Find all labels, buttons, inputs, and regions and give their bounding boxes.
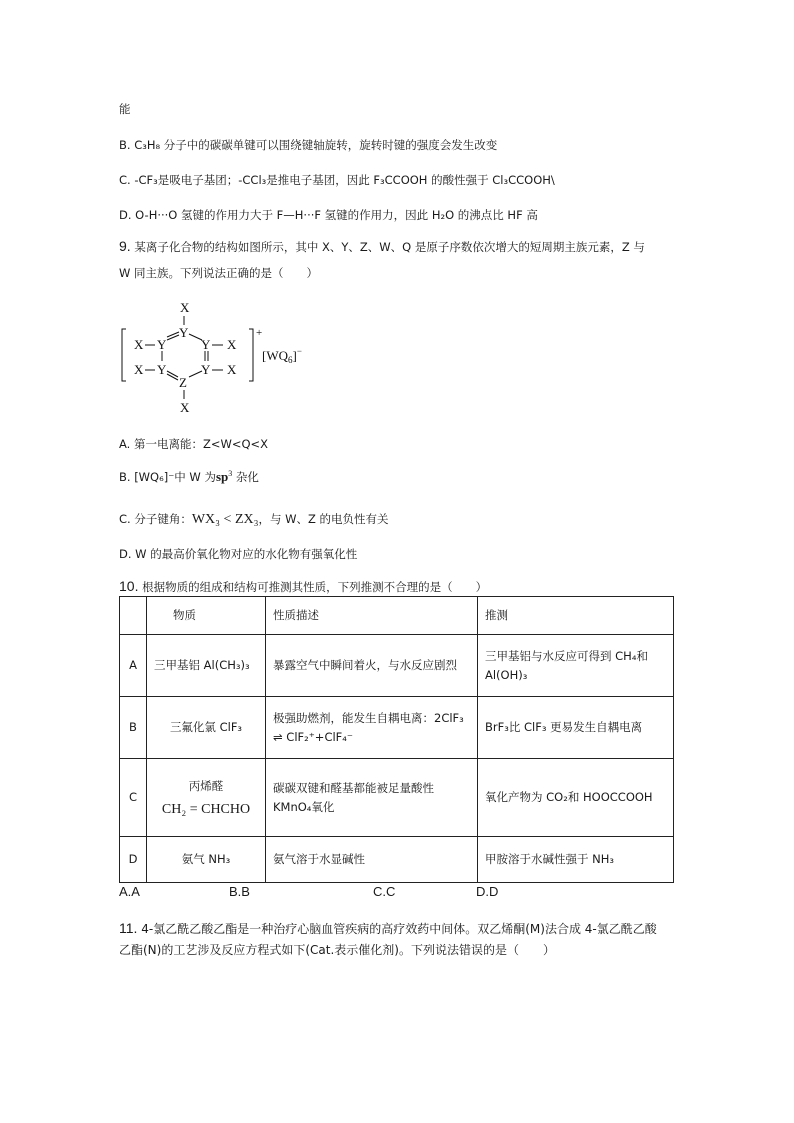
question-9-option-d: D. W 的最高价氧化物对应的水化物有强氧化性 <box>119 547 358 561</box>
atom-y-left1: Y <box>157 337 167 352</box>
question-9-option-c: C. 分子键角：WX₃ < ZX₃，与 W、Z 的电负性有关 <box>119 512 389 527</box>
left-bracket <box>122 329 126 381</box>
ionic-structure-diagram <box>118 296 318 418</box>
row-label: C <box>120 759 147 837</box>
substance-cell: 丙烯醛 CH₂ = CHCHO <box>147 759 266 837</box>
answer-option-b[interactable]: B.B <box>229 884 250 899</box>
property-cell: 碳碳双键和醛基都能被足量酸性 KMnO₄氧化 <box>266 759 478 837</box>
question-11-stem-line1: 11. 4-氯乙酰乙酸乙酯是一种治疗心脑血管疾病的高疗效药中间体。双乙烯酮(M)法合成 4-氯乙酰乙酸 <box>119 920 657 936</box>
answer-option-d[interactable]: D.D <box>476 884 499 899</box>
question-11-stem-line2: 乙酯(N)的工艺涉及反应方程式如下(Cat.表示催化剂)。下列说法错误的是（ ） <box>119 943 555 957</box>
row-label: A <box>120 635 147 697</box>
table-header <box>120 597 147 635</box>
atom-y-right2: Y <box>201 362 211 377</box>
table-row <box>120 635 674 697</box>
question-9-option-b: B. [WQ₆]⁻中 W 为$sp^3$ 杂化 <box>119 469 259 484</box>
atom-y-left2: Y <box>157 362 167 377</box>
answer-option-a[interactable]: A.A <box>119 884 140 899</box>
atom-x-left2: X <box>134 362 144 377</box>
inference-cell: 三甲基铝与水反应可得到 CH₄和 Al(OH)₃ <box>478 635 674 697</box>
table-header: 推测 <box>478 597 674 635</box>
question-number: 9. <box>119 238 131 254</box>
question-9-stem-line2: W 同主族。下列说法正确的是（ ） <box>119 266 319 280</box>
right-bracket <box>249 329 253 381</box>
atom-y-top: Y <box>179 325 189 340</box>
table-header: 物质 <box>147 597 266 635</box>
table-row <box>120 837 674 883</box>
question-10-stem: 10. 根据物质的组成和结构可推测其性质，下列推测不合理的是（ ） <box>119 578 488 594</box>
table-header: 性质描述 <box>266 597 478 635</box>
atom-x-right2: X <box>227 362 237 377</box>
property-cell: 氨气溶于水显碱性 <box>266 837 478 883</box>
question-number: 11. <box>119 920 138 936</box>
option-d-prev: D. O-H···O 氢键的作用力大于 F—H···F 氢键的作用力，因此 H₂O 的沸点比 HF 高 <box>119 208 538 222</box>
anion-label: $[WQ_6]^-$ <box>262 346 302 365</box>
atom-y-right1: Y <box>201 337 211 352</box>
substance-cell: 氨气 NH₃ <box>147 837 266 883</box>
question-9-stem-line1 <box>119 238 645 255</box>
atom-x-left1: X <box>134 337 144 352</box>
question-stem: 某离子化合物的结构如图所示，其中 X、Y、Z、W、Q 是原子序数依次增大的短周期主族元素，Z 与 <box>134 240 645 254</box>
atom-z-bottom: Z <box>179 375 187 390</box>
table-row <box>120 697 674 759</box>
row-label: B <box>120 697 147 759</box>
bond-angle-formula: WX₃ < ZX₃ <box>191 512 259 527</box>
option-c-prev: C. -CF₃是吸电子基团；-CCl₃是推电子基团，因此 F₃CCOOH 的酸性强于 Cl₃CCOOH\ <box>119 173 555 187</box>
property-inference-table <box>119 596 674 883</box>
table-row <box>120 759 674 837</box>
row-label: D <box>120 837 147 883</box>
atom-x-right1: X <box>227 337 237 352</box>
substance-cell: 三甲基铝 Al(CH₃)₃ <box>147 635 266 697</box>
property-cell: 暴露空气中瞬间着火，与水反应剧烈 <box>266 635 478 697</box>
cation-charge: + <box>256 327 263 339</box>
answer-option-c[interactable]: C.C <box>373 884 396 899</box>
option-b-prev: B. C₃H₈ 分子中的碳碳单键可以围绕键轴旋转，旋转时键的强度会发生改变 <box>119 138 498 152</box>
atom-x-top: X <box>180 300 190 315</box>
atom-x-bottom: X <box>180 400 190 415</box>
substance-cell: 三氟化氯 ClF₃ <box>147 697 266 759</box>
acrolein-formula: CH₂ = CHCHO <box>161 801 251 817</box>
property-cell: 极强助燃剂，能发生自耦电离：2ClF₃ ⇌ ClF₂⁺+ClF₄⁻ <box>266 697 478 759</box>
question-9-option-a: A. 第一电离能：Z<W<Q<X <box>119 437 269 451</box>
table-header-row <box>120 597 674 635</box>
inference-cell: BrF₃比 ClF₃ 更易发生自耦电离 <box>478 697 674 759</box>
inference-cell: 甲胺溶于水碱性强于 NH₃ <box>478 837 674 883</box>
inference-cell: 氧化产物为 CO₂和 HOOCCOOH <box>478 759 674 837</box>
question-number: 10. <box>119 578 139 594</box>
text-line-continuation: 能 <box>119 102 131 116</box>
